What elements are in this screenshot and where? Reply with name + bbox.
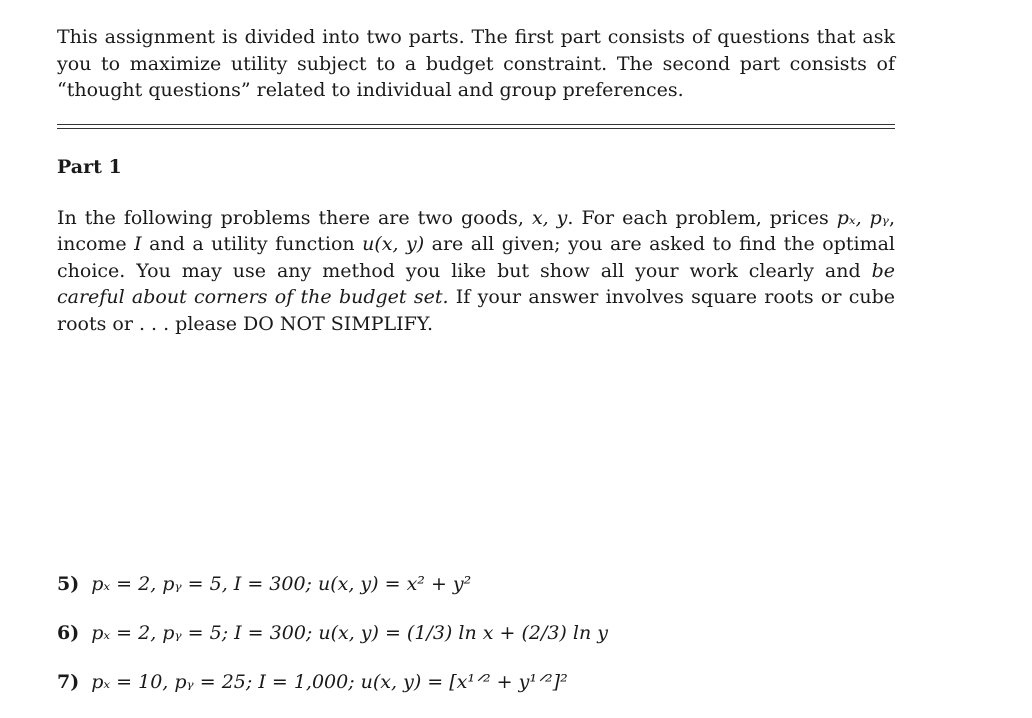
instructions-text-2: . For each problem, prices (567, 206, 837, 229)
problem-number: 5) (57, 573, 80, 595)
problem-item (57, 571, 895, 597)
instructions-text-6: If your answer involves square roots or cube roots or . . . please DO NOT SIMPLIFY. (57, 286, 895, 335)
problem-number: 7) (57, 671, 80, 693)
divider-line-top (57, 124, 895, 125)
section-divider (57, 124, 895, 130)
erased-blank-area (57, 356, 895, 571)
instructions-goods-math: x, y (531, 206, 568, 229)
instructions-text-3: , income (57, 206, 895, 255)
instructions-paragraph (57, 205, 895, 338)
problem-number: 6) (57, 622, 80, 644)
instructions-text-1: In the following problems there are two goods, (57, 206, 532, 229)
instructions-emphasis: be careful about corners of the budget set. (57, 259, 895, 308)
problem-item (57, 620, 895, 646)
intro-paragraph: This assignment is divided into two parts. The first part consists of questions that ask you to maximize utility subject to a budget constraint. The second part consists of “thought questions” related to individual and group preferences. (57, 26, 895, 101)
instructions-text-5: are all given; you are asked to find the optimal choice. You may use any method you like but show all your work clearly and (57, 233, 895, 282)
instructions-utility-math: u(x, y) (362, 233, 425, 255)
instructions-prices-math: pₓ, pᵧ (836, 206, 889, 229)
divider-line-bottom (57, 128, 895, 129)
instructions-income-math: I (134, 233, 142, 255)
part-heading: Part 1 (57, 155, 122, 178)
problem-statement: pₓ = 10, pᵧ = 25; I = 1,000; u(x, y) = [x¹ᐟ² + y¹ᐟ²]² (91, 671, 568, 693)
problem-statement: pₓ = 2, pᵧ = 5, I = 300; u(x, y) = x² + y² (91, 573, 472, 595)
document-page (57, 24, 895, 718)
problem-statement: pₓ = 2, pᵧ = 5; I = 300; u(x, y) = (1/3) ln x + (2/3) ln y (91, 622, 608, 644)
problem-item (57, 669, 895, 695)
instructions-text-4: and a utility function (141, 233, 363, 255)
